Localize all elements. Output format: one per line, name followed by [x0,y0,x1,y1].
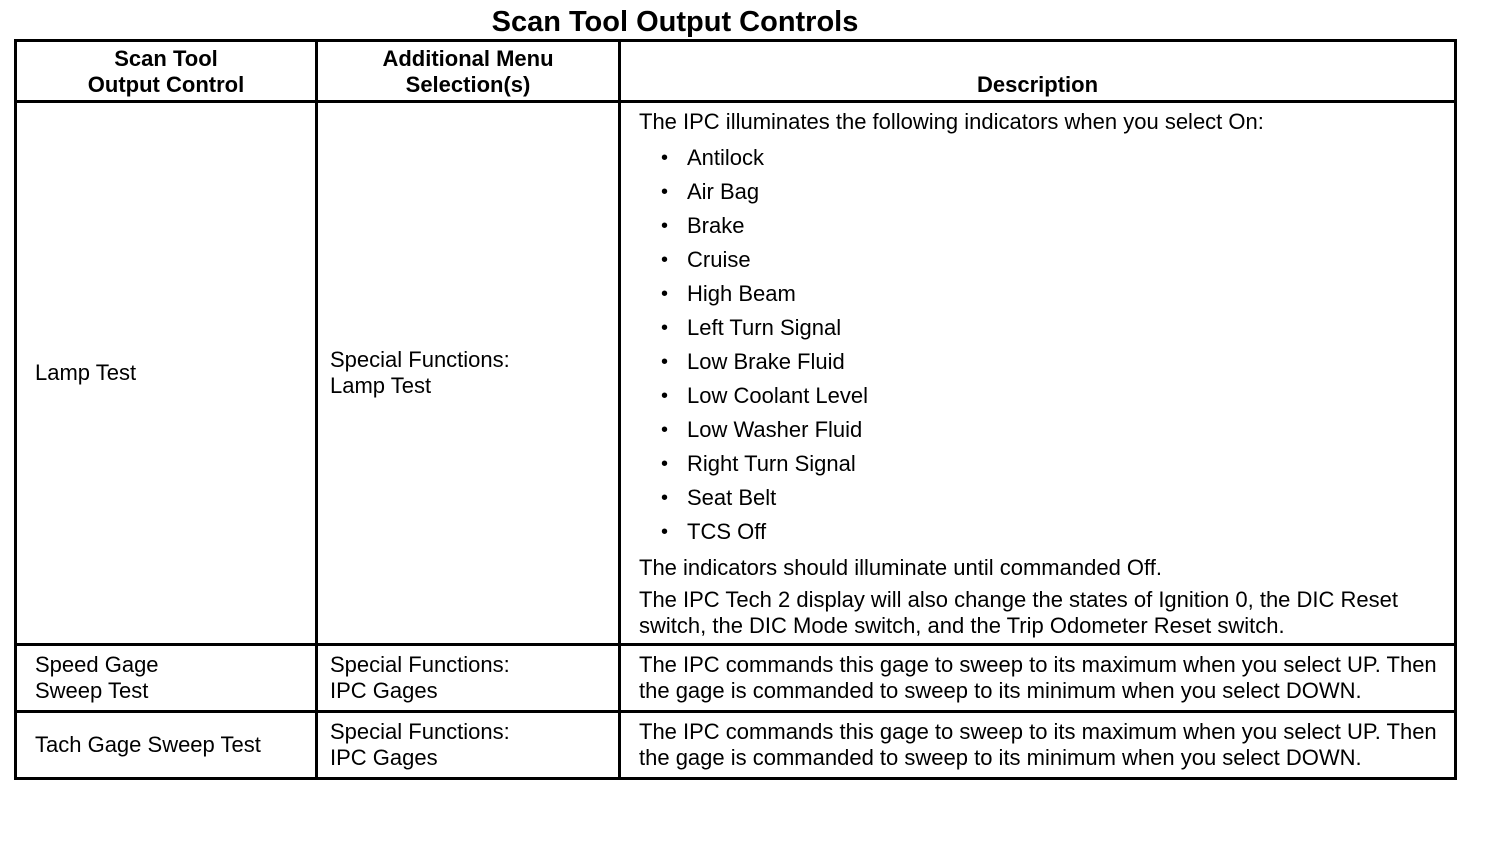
header-menu-selections-line1: Additional Menu [382,46,554,71]
indicator-label: Left Turn Signal [687,315,842,340]
menu-line2: IPC Gages [330,745,438,770]
list-item [661,447,1438,481]
indicator-label: Antilock [687,145,765,170]
list-item [661,209,1438,243]
control-label: Lamp Test [35,360,137,385]
list-item [661,413,1438,447]
bullet-icon: • [661,317,669,339]
bullet-icon: • [661,147,669,169]
header-menu-selections [317,41,620,102]
control-label-line2: Sweep Test [35,678,149,703]
header-menu-selections-line2: Selection(s) [405,72,531,97]
indicator-label: Cruise [687,247,751,272]
indicator-label: High Beam [687,281,796,306]
bullet-icon: • [661,521,669,543]
page-title: Scan Tool Output Controls [491,6,859,38]
bullet-icon: • [661,419,669,441]
cell-menu [317,712,620,779]
list-item [661,175,1438,209]
header-output-control-line1: Scan Tool [114,46,218,71]
bullet-icon: • [661,249,669,271]
output-controls-table [14,39,1457,780]
list-item [661,345,1438,379]
header-output-control [16,41,317,102]
bullet-icon: • [661,215,669,237]
menu-line2: IPC Gages [330,678,438,703]
indicator-label: Right Turn Signal [687,451,856,476]
header-description [620,41,1456,102]
indicator-label: Low Washer Fluid [687,417,863,442]
list-item [661,481,1438,515]
header-output-control-line2: Output Control [87,72,245,97]
bullet-icon: • [661,181,669,203]
table-row [16,712,1456,779]
cell-control [16,712,317,779]
description-tech2: The IPC Tech 2 display will also change the states of Ignition 0, the DIC Reset switch, the DIC Mode switch, and the Trip Odometer Reset switch. [639,587,1398,638]
description-after: The indicators should illuminate until commanded Off. [639,555,1162,580]
list-item [661,379,1438,413]
indicator-label: Brake [687,213,745,238]
control-label: Tach Gage Sweep Test [35,732,261,757]
description-text: The IPC commands this gage to sweep to its maximum when you select UP. Then the gage is commanded to sweep to its minimum when you select DOWN. [639,719,1437,770]
description-text: The IPC commands this gage to sweep to its maximum when you select UP. Then the gage is commanded to sweep to its minimum when you select DOWN. [639,652,1437,703]
indicator-label: Air Bag [687,179,760,204]
control-label-line1: Speed Gage [35,652,159,677]
table-row [16,645,1456,712]
list-item [661,141,1438,175]
cell-description [620,102,1456,645]
cell-menu [317,645,620,712]
menu-line2: Lamp Test [330,373,432,398]
bullet-icon: • [661,453,669,475]
list-item [661,243,1438,277]
indicator-label: Seat Belt [687,485,777,510]
bullet-icon: • [661,351,669,373]
cell-menu [317,102,620,645]
list-item [661,311,1438,345]
indicator-list [639,141,1438,549]
bullet-icon: • [661,283,669,305]
bullet-icon: • [661,487,669,509]
indicator-label: Low Brake Fluid [687,349,845,374]
bullet-icon: • [661,385,669,407]
menu-line1: Special Functions: [330,719,510,744]
menu-line1: Special Functions: [330,652,510,677]
cell-description [620,645,1456,712]
description-intro: The IPC illuminates the following indicators when you select On: [639,109,1264,134]
indicator-label: TCS Off [687,519,767,544]
cell-control [16,102,317,645]
list-item [661,277,1438,311]
indicator-label: Low Coolant Level [687,383,869,408]
cell-description [620,712,1456,779]
table-header-row [16,41,1456,102]
table-row [16,102,1456,645]
cell-control [16,645,317,712]
header-description-label: Description [976,72,1099,97]
menu-line1: Special Functions: [330,347,510,372]
list-item [661,515,1438,549]
